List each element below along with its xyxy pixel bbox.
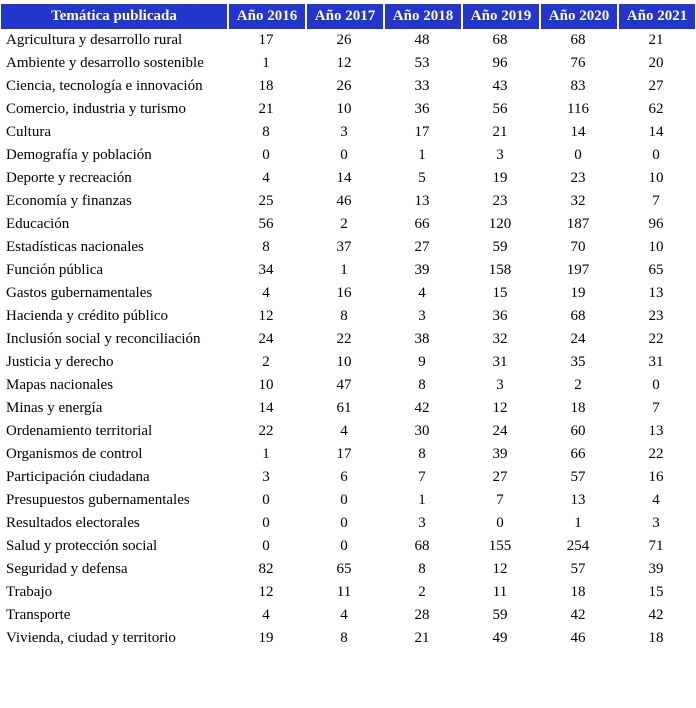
value-cell: 0 (496, 515, 504, 531)
value-cell: 76 (570, 55, 586, 71)
table-row (1, 374, 695, 397)
value-cell: 3 (262, 469, 270, 485)
value-cell: 1 (418, 492, 426, 508)
value-cell: 42 (570, 607, 586, 623)
table-row (1, 351, 695, 374)
value-cell: 7 (652, 193, 660, 209)
value-cell: 49 (492, 630, 508, 646)
value-cell: 4 (262, 285, 270, 301)
value-cell: 30 (414, 423, 430, 439)
table-row (1, 420, 695, 443)
value-cell: 8 (340, 630, 348, 646)
value-cell: 254 (566, 538, 590, 554)
value-cell: 31 (492, 354, 508, 370)
value-cell: 19 (258, 630, 274, 646)
tema-cell: Inclusión social y reconciliación (6, 331, 201, 347)
value-cell: 2 (418, 584, 426, 600)
value-cell: 59 (492, 607, 508, 623)
value-cell: 1 (262, 55, 270, 71)
value-cell: 47 (336, 377, 352, 393)
value-cell: 2 (574, 377, 582, 393)
value-cell: 62 (648, 101, 664, 117)
table-row (1, 466, 695, 489)
table-row (1, 236, 695, 259)
value-cell: 27 (414, 239, 430, 255)
value-cell: 22 (648, 446, 664, 462)
value-cell: 1 (418, 147, 426, 163)
value-cell: 19 (492, 170, 508, 186)
value-cell: 12 (492, 400, 508, 416)
tema-cell: Ciencia, tecnología e innovación (6, 78, 203, 94)
value-cell: 56 (492, 101, 508, 117)
value-cell: 10 (336, 101, 352, 117)
table-row (1, 121, 695, 144)
value-cell: 68 (570, 32, 586, 48)
value-cell: 3 (418, 515, 426, 531)
value-cell: 158 (488, 262, 512, 278)
value-cell: 31 (648, 354, 664, 370)
tema-cell: Cultura (6, 124, 51, 140)
value-cell: 13 (648, 423, 664, 439)
value-cell: 96 (648, 216, 664, 232)
value-cell: 23 (492, 193, 508, 209)
value-cell: 26 (336, 78, 352, 94)
value-cell: 14 (648, 124, 664, 140)
value-cell: 5 (418, 170, 426, 186)
value-cell: 13 (648, 285, 664, 301)
value-cell: 16 (648, 469, 664, 485)
value-cell: 24 (258, 331, 274, 347)
value-cell: 17 (336, 446, 352, 462)
tema-cell: Minas y energía (6, 400, 103, 416)
column-header-ano-2021: Año 2021 (617, 4, 695, 29)
value-cell: 60 (570, 423, 586, 439)
value-cell: 18 (570, 584, 586, 600)
value-cell: 34 (258, 262, 274, 278)
value-cell: 22 (336, 331, 352, 347)
tema-cell: Vivienda, ciudad y territorio (6, 630, 176, 646)
tema-cell: Hacienda y crédito público (6, 308, 169, 324)
value-cell: 12 (258, 584, 274, 600)
value-cell: 28 (414, 607, 430, 623)
value-cell: 1 (574, 515, 582, 531)
value-cell: 27 (648, 78, 664, 94)
value-cell: 1 (340, 262, 348, 278)
value-cell: 71 (648, 538, 664, 554)
value-cell: 56 (258, 216, 274, 232)
value-cell: 12 (258, 308, 274, 324)
value-cell: 39 (414, 262, 430, 278)
value-cell: 16 (336, 285, 352, 301)
column-header-tematica: Temática publicada (1, 4, 227, 29)
value-cell: 0 (340, 147, 348, 163)
value-cell: 7 (496, 492, 504, 508)
value-cell: 0 (262, 492, 270, 508)
value-cell: 10 (648, 170, 664, 186)
value-cell: 3 (340, 124, 348, 140)
value-cell: 8 (340, 308, 348, 324)
table-row (1, 305, 695, 328)
value-cell: 3 (496, 147, 504, 163)
value-cell: 68 (414, 538, 430, 554)
value-cell: 37 (336, 239, 352, 255)
value-cell: 70 (570, 239, 586, 255)
value-cell: 15 (492, 285, 508, 301)
value-cell: 21 (492, 124, 508, 140)
value-cell: 7 (418, 469, 426, 485)
value-cell: 43 (492, 78, 508, 94)
value-cell: 12 (336, 55, 352, 71)
tema-cell: Economía y finanzas (6, 193, 132, 209)
value-cell: 32 (570, 193, 586, 209)
value-cell: 0 (262, 147, 270, 163)
table-row (1, 581, 695, 604)
value-cell: 22 (258, 423, 274, 439)
value-cell: 0 (652, 377, 660, 393)
value-cell: 66 (570, 446, 586, 462)
table-row (1, 98, 695, 121)
value-cell: 21 (648, 32, 664, 48)
tema-cell: Participación ciudadana (6, 469, 150, 485)
value-cell: 38 (414, 331, 430, 347)
value-cell: 19 (570, 285, 586, 301)
tema-cell: Salud y protección social (6, 538, 158, 554)
value-cell: 36 (414, 101, 430, 117)
value-cell: 17 (414, 124, 430, 140)
value-cell: 6 (340, 469, 348, 485)
value-cell: 26 (336, 32, 352, 48)
tema-cell: Función pública (6, 262, 104, 278)
table-row (1, 558, 695, 581)
value-cell: 10 (336, 354, 352, 370)
column-header-ano-2020: Año 2020 (539, 4, 617, 29)
value-cell: 0 (262, 538, 270, 554)
value-cell: 8 (418, 446, 426, 462)
value-cell: 187 (566, 216, 590, 232)
value-cell: 22 (648, 331, 664, 347)
tema-cell: Deporte y recreación (6, 170, 132, 186)
table-row (1, 213, 695, 236)
value-cell: 68 (492, 32, 508, 48)
value-cell: 39 (492, 446, 508, 462)
value-cell: 14 (570, 124, 586, 140)
value-cell: 0 (340, 515, 348, 531)
value-cell: 18 (648, 630, 664, 646)
value-cell: 4 (340, 607, 348, 623)
value-cell: 0 (574, 147, 582, 163)
tema-cell: Educación (6, 216, 70, 232)
value-cell: 3 (418, 308, 426, 324)
value-cell: 57 (570, 469, 586, 485)
value-cell: 39 (648, 561, 664, 577)
value-cell: 65 (648, 262, 664, 278)
header-row (1, 4, 695, 29)
table-row (1, 489, 695, 512)
value-cell: 59 (492, 239, 508, 255)
tema-cell: Resultados electorales (6, 515, 140, 531)
value-cell: 32 (492, 331, 508, 347)
value-cell: 18 (570, 400, 586, 416)
tema-cell: Estadísticas nacionales (6, 239, 144, 255)
tema-cell: Transporte (6, 607, 71, 623)
table-row (1, 29, 695, 52)
value-cell: 2 (262, 354, 270, 370)
table-row (1, 328, 695, 351)
value-cell: 17 (258, 32, 274, 48)
value-cell: 120 (488, 216, 512, 232)
value-cell: 53 (414, 55, 430, 71)
value-cell: 9 (418, 354, 426, 370)
value-cell: 2 (340, 216, 348, 232)
table-row (1, 282, 695, 305)
value-cell: 82 (258, 561, 274, 577)
table-row (1, 604, 695, 627)
value-cell: 0 (262, 515, 270, 531)
value-cell: 65 (336, 561, 352, 577)
value-cell: 3 (496, 377, 504, 393)
value-cell: 197 (566, 262, 590, 278)
value-cell: 0 (340, 538, 348, 554)
tema-cell: Ambiente y desarrollo sostenible (6, 55, 204, 71)
table-row (1, 190, 695, 213)
value-cell: 46 (336, 193, 352, 209)
tema-cell: Mapas nacionales (6, 377, 114, 393)
value-cell: 66 (414, 216, 430, 232)
value-cell: 21 (258, 101, 274, 117)
table-row (1, 75, 695, 98)
table-row (1, 52, 695, 75)
value-cell: 42 (648, 607, 664, 623)
table-body (1, 29, 695, 650)
value-cell: 10 (648, 239, 664, 255)
value-cell: 4 (418, 285, 426, 301)
value-cell: 14 (258, 400, 274, 416)
value-cell: 0 (340, 492, 348, 508)
value-cell: 4 (262, 607, 270, 623)
column-header-ano-2017: Año 2017 (305, 4, 383, 29)
value-cell: 36 (492, 308, 508, 324)
table-row (1, 512, 695, 535)
value-cell: 61 (336, 400, 352, 416)
tema-cell: Seguridad y defensa (6, 561, 128, 577)
tema-cell: Presupuestos gubernamentales (6, 492, 190, 508)
value-cell: 57 (570, 561, 586, 577)
tema-cell: Ordenamiento territorial (6, 423, 153, 439)
value-cell: 11 (336, 584, 352, 600)
table-row (1, 443, 695, 466)
column-header-ano-2019: Año 2019 (461, 4, 539, 29)
column-header-ano-2016: Año 2016 (227, 4, 305, 29)
table-row (1, 397, 695, 420)
tema-cell: Demografía y población (6, 147, 152, 163)
value-cell: 24 (492, 423, 508, 439)
value-cell: 23 (570, 170, 586, 186)
column-header-ano-2018: Año 2018 (383, 4, 461, 29)
value-cell: 18 (258, 78, 274, 94)
value-cell: 96 (492, 55, 508, 71)
value-cell: 8 (418, 561, 426, 577)
value-cell: 13 (570, 492, 586, 508)
value-cell: 33 (414, 78, 430, 94)
table-row (1, 259, 695, 282)
value-cell: 68 (570, 308, 586, 324)
value-cell: 42 (414, 400, 430, 416)
value-cell: 116 (567, 101, 589, 117)
value-cell: 0 (652, 147, 660, 163)
value-cell: 155 (488, 538, 512, 554)
tema-cell: Comercio, industria y turismo (6, 101, 186, 117)
value-cell: 3 (652, 515, 660, 531)
value-cell: 8 (262, 124, 270, 140)
value-cell: 15 (648, 584, 664, 600)
value-cell: 4 (652, 492, 660, 508)
value-cell: 1 (262, 446, 270, 462)
value-cell: 20 (648, 55, 664, 71)
tema-cell: Justicia y derecho (6, 354, 114, 370)
value-cell: 8 (262, 239, 270, 255)
value-cell: 4 (262, 170, 270, 186)
value-cell: 13 (414, 193, 430, 209)
table-row (1, 535, 695, 558)
tema-cell: Agricultura y desarrollo rural (6, 32, 183, 48)
value-cell: 14 (336, 170, 352, 186)
tematica-publicada-table (1, 4, 695, 650)
value-cell: 11 (492, 584, 508, 600)
table-row (1, 627, 695, 650)
value-cell: 21 (414, 630, 430, 646)
value-cell: 27 (492, 469, 508, 485)
table-row (1, 144, 695, 167)
table-row (1, 167, 695, 190)
tema-cell: Gastos gubernamentales (6, 285, 153, 301)
value-cell: 35 (570, 354, 586, 370)
value-cell: 12 (492, 561, 508, 577)
value-cell: 24 (570, 331, 586, 347)
tema-cell: Trabajo (6, 584, 53, 600)
tema-cell: Organismos de control (6, 446, 143, 462)
value-cell: 48 (414, 32, 430, 48)
value-cell: 8 (418, 377, 426, 393)
value-cell: 23 (648, 308, 664, 324)
value-cell: 7 (652, 400, 660, 416)
value-cell: 46 (570, 630, 586, 646)
value-cell: 4 (340, 423, 348, 439)
value-cell: 10 (258, 377, 274, 393)
value-cell: 25 (258, 193, 274, 209)
value-cell: 83 (570, 78, 586, 94)
